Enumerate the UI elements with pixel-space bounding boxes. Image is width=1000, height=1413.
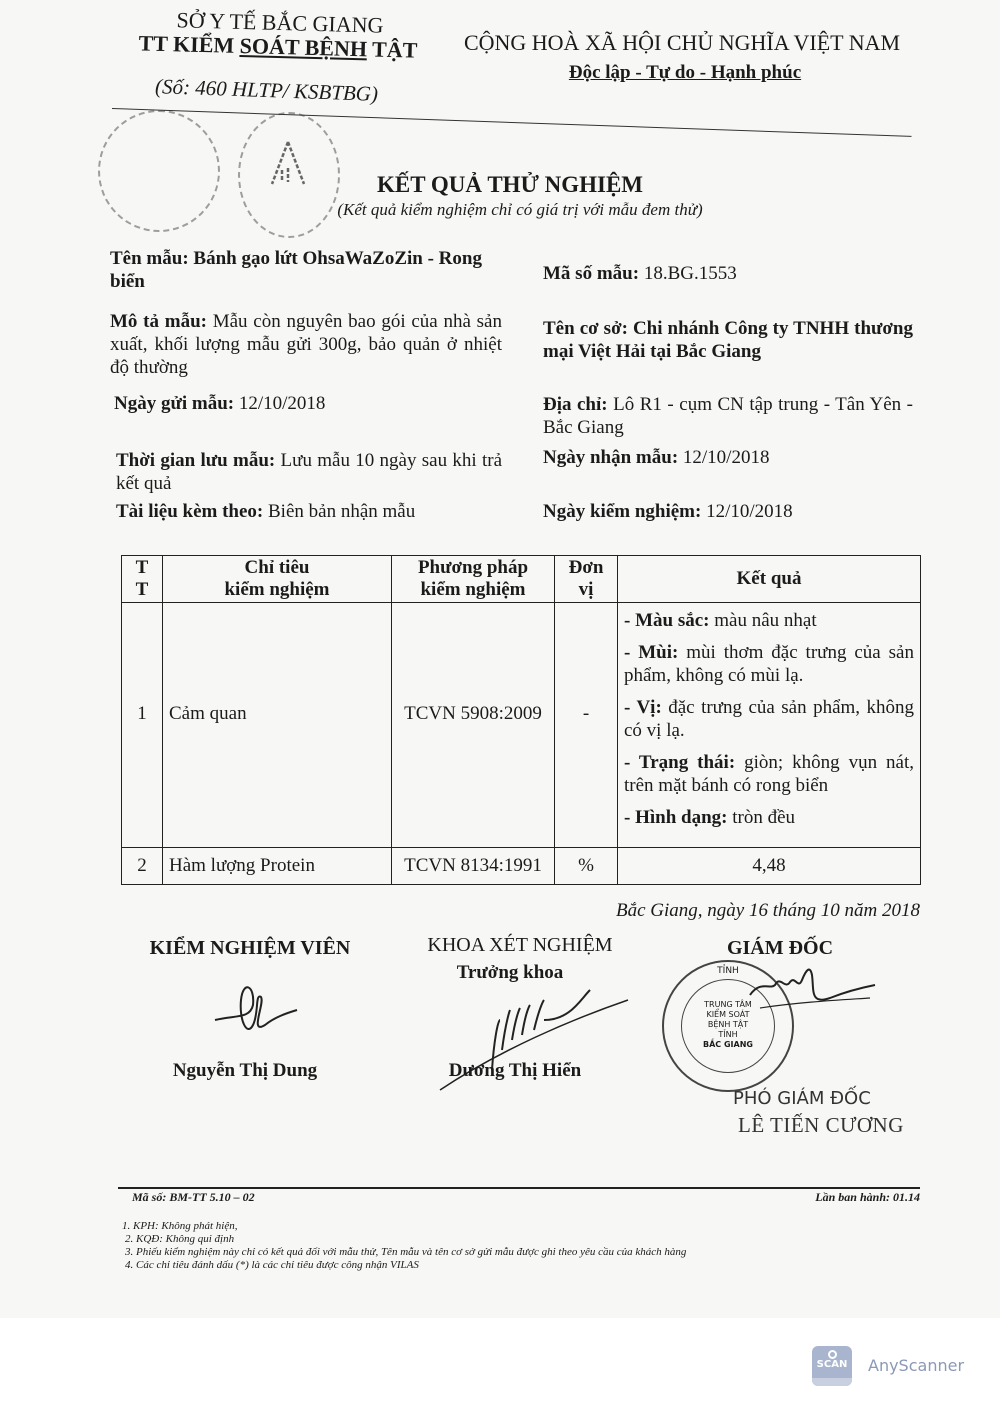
col-header-unit: Đơn vị [555, 556, 618, 603]
director-signature-icon [740, 960, 880, 1015]
field-address [543, 393, 913, 439]
cell-criteria: Cảm quan [169, 703, 247, 724]
table-header-row [122, 556, 921, 603]
field-label: Tên mẫu: [110, 248, 189, 269]
anyscanner-logo-icon: SCAN [812, 1346, 852, 1386]
document-title: KẾT QUẢ THỬ NGHIỆM [376, 172, 644, 197]
col-header-method: Phương pháp kiểm nghiệm [392, 556, 555, 603]
field-value: Biên bản nhận mẫu [268, 501, 416, 522]
seal-center-text: TRUNG TÂM KIỂM SOÁT BỆNH TẬT TỈNH BẮC GIANG [703, 1000, 753, 1049]
table-row [122, 603, 921, 848]
center-name-underlined: SOÁT BỆNH [239, 33, 368, 62]
form-code: Mã số: BM-TT 5.10 – 02 [132, 1190, 255, 1204]
table-row [122, 848, 921, 885]
field-value: Mẫu còn nguyên bao gói của nhà sản xuất, khối lượng mẫu gửi 300g, bảo quản ở nhiệt độ thường [110, 311, 502, 378]
note-item: 2. KQĐ: Không qui định [125, 1233, 235, 1245]
form-version: Lần ban hành: 01.14 [815, 1190, 920, 1204]
national-motto: Độc lập - Tự do - Hạnh phúc [568, 62, 802, 83]
field-label: Tài liệu kèm theo: [116, 501, 264, 522]
center-name-prefix: TT KIỂM [138, 30, 241, 58]
field-value: 12/10/2018 [238, 393, 326, 414]
note-item: 3. Phiếu kiểm nghiệm này chỉ có kết quả đối với mẫu thử, Tên mẫu và tên cơ sở gửi mẫu được ghi theo yêu cầu của khách hàng [125, 1246, 687, 1258]
note-item: 1. KPH: Không phát hiện, [122, 1220, 238, 1232]
results-table [121, 555, 921, 885]
result-shape: - Hình dạng: tròn đều [624, 807, 796, 828]
cell-method: TCVN 5908:2009 [404, 703, 542, 724]
col-header-index: T T [122, 556, 163, 603]
result-state: - Trạng thái: giòn; không vụn nát, trên mặt bánh có rong biển [624, 752, 914, 796]
note-item: 4. Các chỉ tiêu đánh dấu (*) là các chỉ tiêu được công nhận VILAS [125, 1259, 419, 1271]
cell-index: 1 [137, 703, 147, 724]
field-value: 12/10/2018 [682, 447, 770, 468]
cell-method: TCVN 8134:1991 [392, 848, 555, 885]
cell-result-list [624, 603, 914, 831]
field-label: Ngày gửi mẫu: [114, 393, 235, 414]
field-test-date [543, 500, 923, 523]
field-facility-name [543, 317, 913, 363]
footer-notes [122, 1220, 686, 1272]
col-header-result: Kết quả [618, 556, 921, 603]
lab-head-label: Trưởng khoa [456, 962, 564, 983]
result-taste: - Vị: đặc trưng của sản phẩm, không có vị lạ. [624, 697, 914, 741]
director-title: GIÁM ĐỐC [726, 937, 834, 959]
director-role: PHÓ GIÁM ĐỐC [733, 1088, 871, 1109]
field-value: 12/10/2018 [706, 501, 793, 522]
inspector-title: KIỂM NGHIỆM VIÊN [149, 937, 351, 959]
seal-ring-top: TỈNH [717, 966, 739, 976]
cell-index: 2 [122, 848, 163, 885]
field-label: Mô tả mẫu: [110, 311, 207, 332]
cell-criteria: Hàm lượng Protein [163, 848, 392, 885]
col-header-criteria: Chỉ tiêu kiểm nghiệm [163, 556, 392, 603]
field-value: Bánh gạo lứt OhsaWaZoZin - Rong biển [110, 248, 482, 292]
field-value: Lô R1 - cụm CN tập trung - Tân Yên - Bắc Giang [543, 394, 914, 438]
handwritten-rule [112, 108, 912, 137]
field-label: Địa chỉ: [543, 394, 608, 415]
field-label: Thời gian lưu mẫu: [116, 450, 276, 471]
footer-divider [118, 1187, 920, 1189]
field-value: 18.BG.1553 [643, 263, 737, 284]
lab-head-name: Dương Thị Hiển [448, 1060, 582, 1081]
field-label: Mã số mẫu: [543, 263, 640, 284]
inspector-signature-icon [205, 975, 305, 1050]
center-name-suffix: TẬT [366, 36, 418, 63]
field-sample-description [110, 310, 502, 379]
field-date-sent [114, 392, 509, 415]
faded-seal-left [98, 110, 220, 232]
field-attached-docs [116, 500, 511, 523]
cell-result: 4,48 [618, 848, 921, 885]
inspector-name: Nguyễn Thị Dung [172, 1060, 318, 1081]
document-number: (Số: 460 HLTP/ KSBTBG) [154, 74, 379, 106]
place-date: Bắc Giang, ngày 16 tháng 10 năm 2018 [616, 900, 920, 921]
cell-unit: % [555, 848, 618, 885]
anyscanner-brand: AnyScanner [868, 1356, 965, 1375]
field-value: Lưu mẫu 10 ngày sau khi trả kết quả [116, 450, 503, 494]
field-sample-code [543, 262, 923, 285]
field-label: Ngày nhận mẫu: [543, 447, 679, 468]
field-date-received [543, 446, 923, 469]
result-smell: - Mùi: mùi thơm đặc trưng của sản phẩm, không có mùi lạ. [624, 642, 914, 686]
lab-head-signature-icon [430, 980, 630, 1100]
department-name: SỞ Y TẾ BẮC GIANG [176, 7, 384, 38]
document-subtitle: (Kết quả kiểm nghiệm chỉ có giá trị với mẫu đem thử) [337, 200, 703, 219]
director-name: LÊ TIẾN CƯƠNG [738, 1113, 904, 1137]
field-label: Ngày kiểm nghiệm: [543, 501, 702, 522]
cell-unit: - [582, 703, 590, 724]
nation-title: CỘNG HOÀ XÃ HỘI CHỦ NGHĨA VIỆT NAM [463, 30, 901, 55]
field-storage-time [116, 449, 502, 495]
result-color: - Màu sắc: màu nâu nhạt [624, 610, 817, 631]
field-value: Chi nhánh Công ty TNHH thương mại Việt Hải tại Bắc Giang [543, 318, 914, 362]
field-sample-name [110, 247, 505, 293]
lab-title: KHOA XÉT NGHIỆM [427, 934, 613, 956]
field-label: Tên cơ sở: [543, 318, 628, 339]
